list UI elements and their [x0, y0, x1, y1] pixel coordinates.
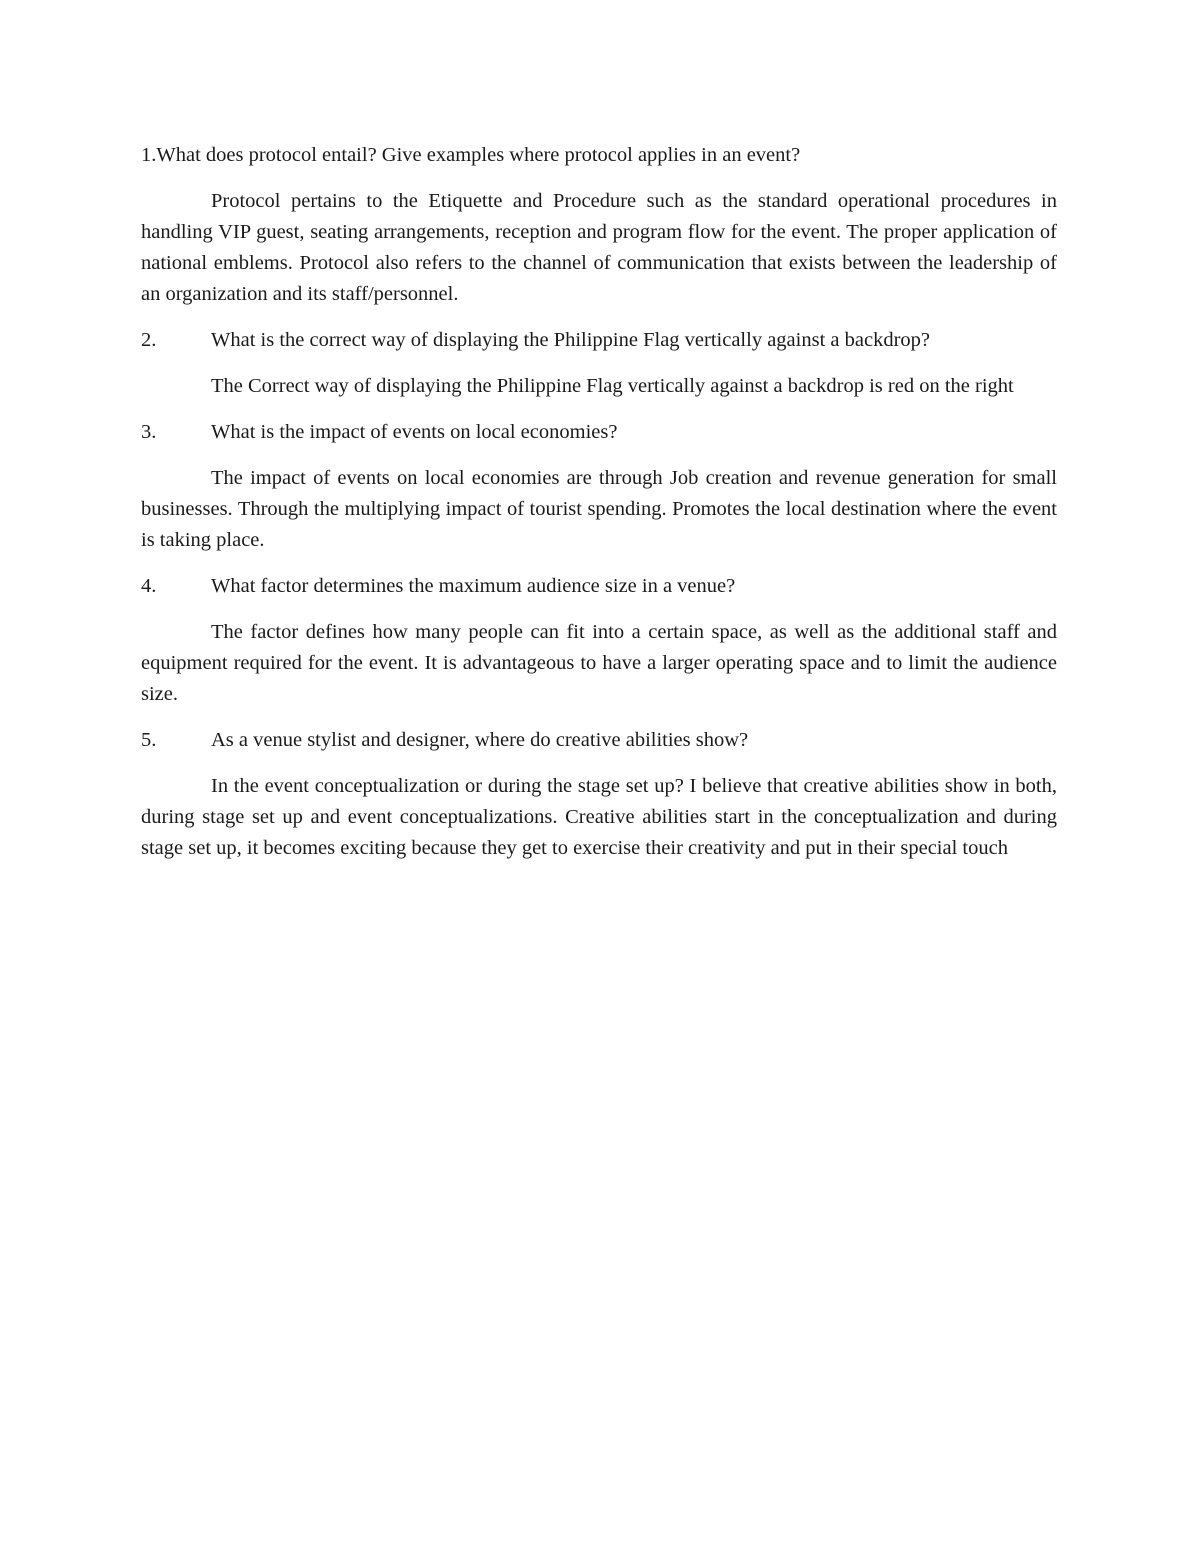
question-number: 1.	[141, 144, 157, 166]
answer-4: The factor defines how many people can fit into a certain space, as well as the additional staff and equipment required for the event. It is advantageous to have a larger operating space and to limit the audience size.	[141, 621, 1057, 705]
question-number: 4.	[141, 575, 157, 597]
answer-1: Protocol pertains to the Etiquette and Procedure such as the standard operational procedures in handling VIP guest, seating arrangements, reception and program flow for the event. The proper application of national emblems. Protocol also refers to the channel of communication that exists between the leadership of an organization and its staff/personnel.	[141, 190, 1057, 305]
document-page	[141, 140, 1057, 879]
question-text: What factor determines the maximum audience size in a venue?	[211, 575, 736, 597]
answer-2: The Correct way of displaying the Philippine Flag vertically against a backdrop is red on the right	[211, 375, 1014, 397]
question-3	[141, 417, 1057, 448]
question-text: What is the impact of events on local economies?	[211, 421, 618, 443]
question-4	[141, 571, 1057, 602]
question-text: What does protocol entail? Give examples where protocol applies in an event?	[156, 144, 801, 166]
question-number: 5.	[141, 729, 157, 751]
question-2	[141, 325, 1057, 356]
question-number: 3.	[141, 421, 157, 443]
question-1	[141, 140, 1057, 171]
question-text: What is the correct way of displaying the Philippine Flag vertically against a backdrop?	[211, 329, 930, 351]
question-number: 2.	[141, 329, 157, 351]
answer-3: The impact of events on local economies are through Job creation and revenue generation for small businesses. Through the multiplying impact of tourist spending. Promotes the local destination where the event is taking place.	[141, 467, 1057, 551]
question-text: As a venue stylist and designer, where do creative abilities show?	[211, 729, 749, 751]
question-5	[141, 725, 1057, 756]
answer-5: In the event conceptualization or during the stage set up? I believe that creative abilities show in both, during stage set up and event conceptualizations. Creative abilities start in the conceptualization and during stage set up, it becomes exciting because they get to exercise their creativity and put in their special touch	[141, 775, 1057, 859]
